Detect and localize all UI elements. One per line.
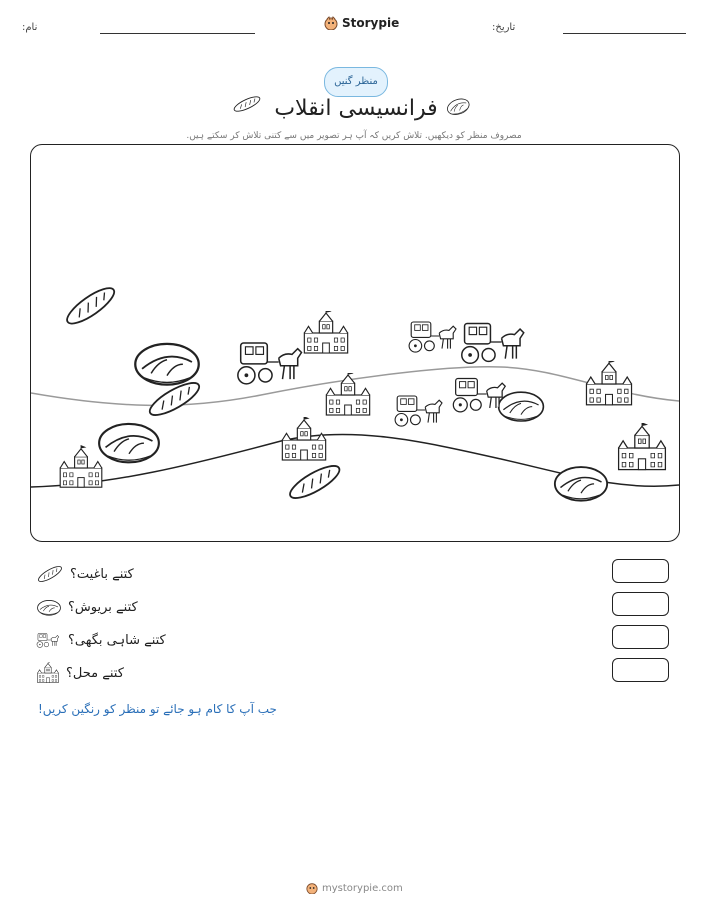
baguette — [286, 460, 343, 504]
answer-box[interactable] — [612, 559, 669, 583]
question-row — [36, 661, 124, 685]
questions-list — [36, 562, 676, 690]
brioche-icon — [446, 96, 470, 118]
footer-branding — [306, 880, 403, 896]
question-text: کتنے باغیت؟ — [70, 566, 134, 582]
storypie-mascot-icon — [324, 16, 338, 30]
scene-illustration — [31, 145, 679, 541]
carriage — [462, 324, 524, 364]
carriage — [395, 396, 442, 426]
answer-box[interactable] — [612, 625, 669, 649]
brioche — [555, 467, 607, 501]
footer-url[interactable]: mystorypie.com — [322, 882, 403, 894]
carriage — [453, 379, 505, 412]
coloring-instruction: جب آپ کا کام ہو جائے تو منظر کو رنگین کریں! — [38, 702, 277, 716]
date-line[interactable] — [563, 33, 686, 34]
question-row — [36, 628, 166, 652]
page-title: فرانسیسی انقلاب — [274, 96, 438, 121]
question-row — [36, 562, 134, 586]
question-row — [36, 595, 138, 619]
question-text: کتنے بریوش؟ — [68, 599, 138, 615]
baguette-icon — [33, 559, 66, 589]
brand-name: Storypie — [342, 16, 400, 30]
name-label: نام: — [22, 22, 38, 33]
palace-icon — [36, 662, 60, 684]
palace — [304, 310, 347, 353]
palace — [619, 423, 666, 470]
scene-frame — [30, 144, 680, 542]
palace — [282, 417, 325, 460]
answer-box[interactable] — [612, 592, 669, 616]
question-text: کتنے محل؟ — [66, 665, 124, 681]
name-line[interactable] — [100, 33, 255, 34]
brioche-icon — [36, 598, 62, 616]
baguette-icon — [232, 94, 262, 118]
brioche — [135, 344, 198, 385]
palace — [60, 446, 102, 488]
carriage — [409, 322, 456, 352]
date-label: تاریخ: — [492, 22, 516, 33]
brioche — [99, 424, 159, 462]
baguette — [63, 282, 119, 329]
question-text: کتنے شاہی بگھی؟ — [68, 632, 166, 648]
brand-logo — [324, 14, 399, 32]
page-subtitle: مصروف منظر کو دیکھیں. تلاش کریں کہ آپ ہر تصویر میں سے کتنی تلاش کر سکتے ہیں. — [186, 131, 522, 141]
storypie-mascot-icon — [306, 882, 318, 894]
activity-tag: منظر گنیں — [324, 67, 388, 97]
brioche — [499, 392, 544, 421]
answer-box[interactable] — [612, 658, 669, 682]
carriage-icon — [36, 631, 62, 649]
carriage — [238, 343, 302, 384]
palace — [586, 360, 631, 405]
